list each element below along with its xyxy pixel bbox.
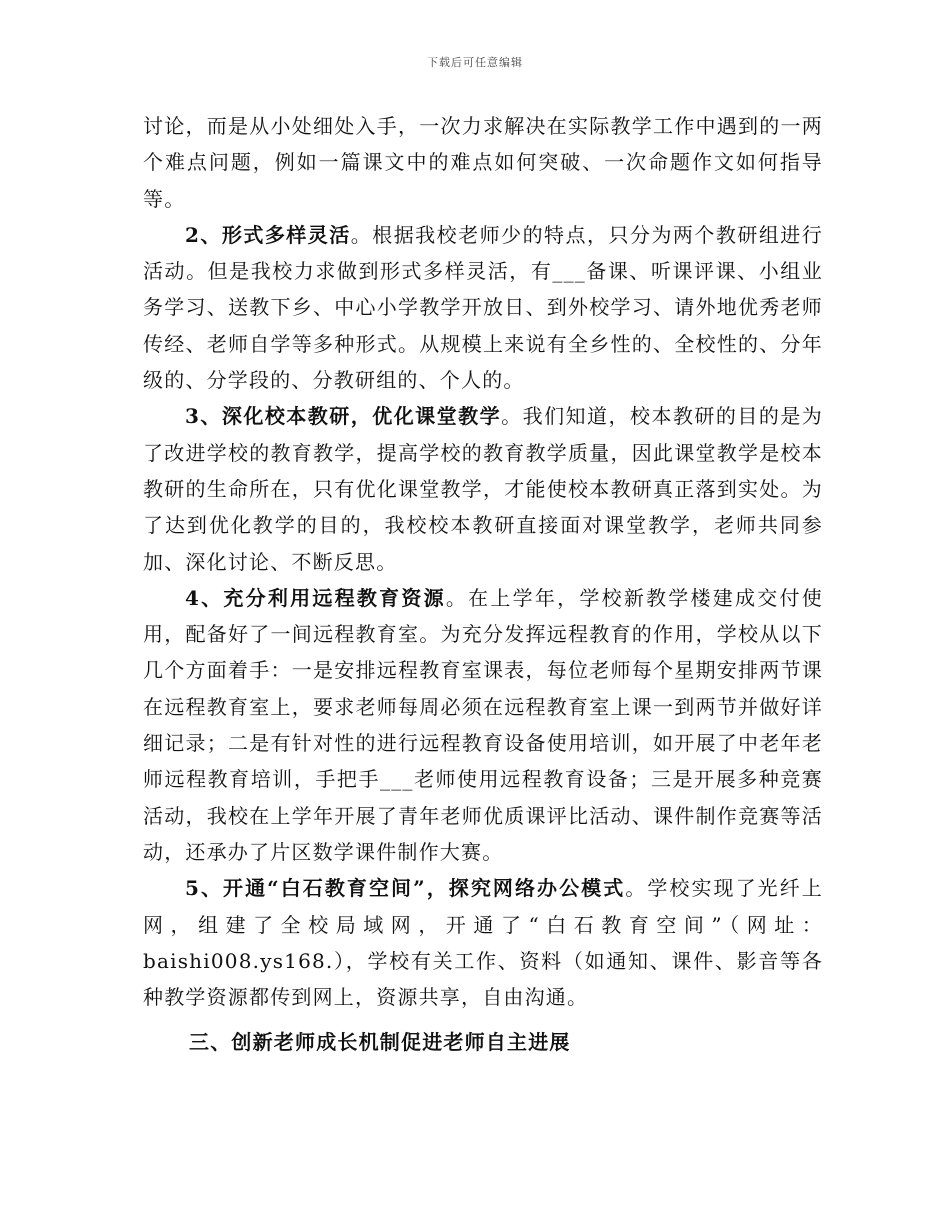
document-body [143, 108, 823, 1061]
paragraph-text: 讨论，而是从小处细处入手，一次力求解决在实际教学工作中遇到的一两个难点问题，例如一篇课文中的难点如何突破、一次命题作文如何指导等。 [143, 114, 823, 211]
paragraph-text: 。在上学年，学校新教学楼建成交付使用，配备好了一间远程教育室。为充分发挥远程教育的作用，学校从以下几个方面着手：一是安排远程教育室课表，每位老师每个星期安排两节课在远程教育室上，要求老师每周必须在远程教育室上课一到两节并做好详细记录；二是有针对性的进行远程教育设备使用培训，如开展了中老年老师远程教育培训，手把手___老师使用远程教育设备；三是开展多种竞赛活动，我校在上学年开展了青年老师优质课评比活动、课件制作竞赛等活动，还承办了片区数学课件制作大赛。 [143, 585, 823, 864]
paragraph-item-5 [143, 870, 823, 1015]
paragraph-lead: 3、深化校本教研，优化课堂教学 [185, 404, 502, 429]
paragraph-lead: 4、充分利用远程教育资源 [185, 585, 446, 610]
section-heading: 三、创新老师成长机制促进老师自主进展 [189, 1030, 571, 1055]
page-header: 下载后可任意编辑 [427, 56, 523, 69]
paragraph-continuation [143, 108, 823, 217]
paragraph-text: 。根据我校老师少的特点，只分为两个教研组进行活动。但是我校力求做到形式多样灵活，有___备课、听课评课、小组业务学习、送教下乡、中心小学教学开放日、到外校学习、请外地优秀老师传经、老师自学等多种形式。从规模上来说有全乡性的、全校性的、分年级的、分学段的、分教研组的、个人的。 [143, 222, 823, 393]
paragraph-item-4 [143, 580, 823, 870]
paragraph-item-2 [143, 217, 823, 398]
paragraph-text: 。学校实现了光纤上网，组建了全校局域网，开通了“白石教育空间”（网址：baishi008.ys168.），学校有关工作、资料（如通知、课件、影音等各种教学资源都传到网上，资源共享，自由沟通。 [143, 876, 823, 1010]
paragraph-text: 。我们知道，校本教研的目的是为了改进学校的教育教学，提高学校的教育教学质量，因此课堂教学是校本教研的生命所在，只有优化课堂教学，才能使校本教研真正落到实处。为了达到优化教学的目的，我校校本教研直接面对课堂教学，老师共同参加、深化讨论、不断反思。 [143, 404, 824, 574]
paragraph-lead: 2、形式多样灵活 [185, 222, 351, 247]
paragraph-lead: 5、开通“白石教育空间”，探究网络办公模式 [185, 876, 626, 901]
paragraph-item-3 [143, 398, 823, 579]
